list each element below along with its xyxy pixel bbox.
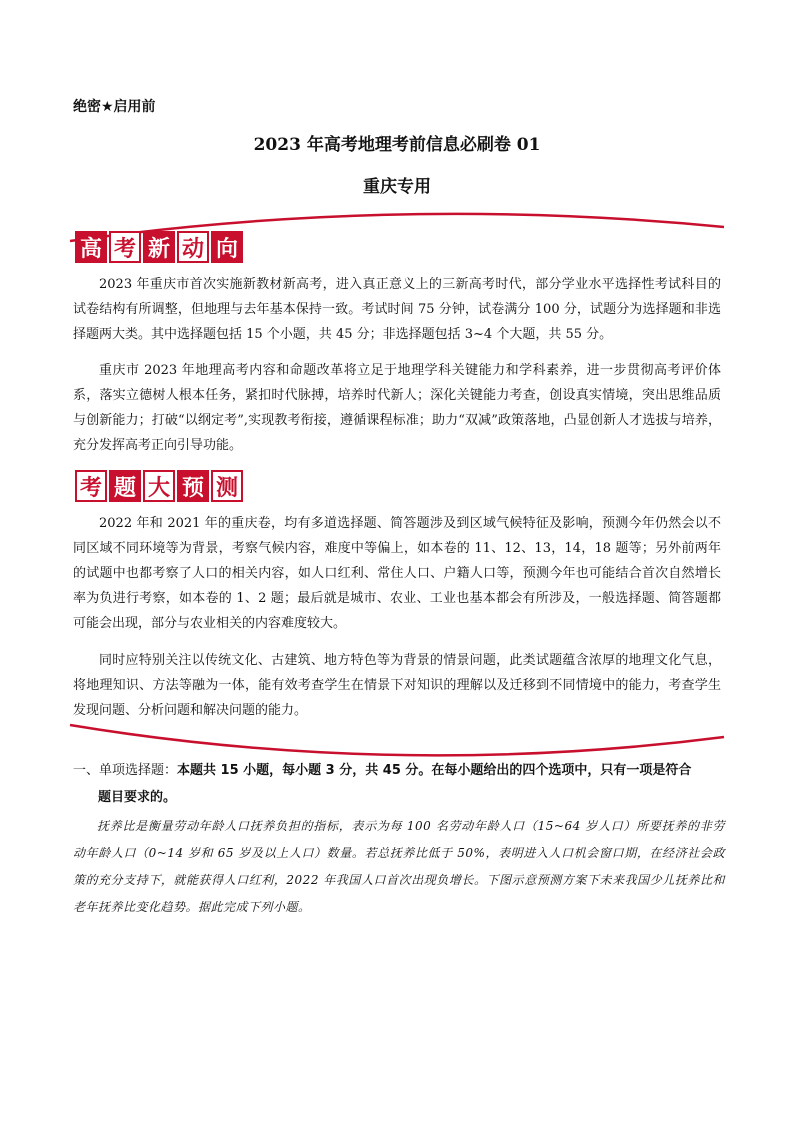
section-instructions-cont: 题目要求的。	[98, 790, 177, 805]
banner-char: 预	[177, 470, 209, 502]
section1-paragraph-2: 重庆市 2023 年地理高考内容和命题改革将立足于地理学科关键能力和学科素养，进一步贯彻高考评价体系，落实立德树人根本任务，紧扣时代脉搏，培养时代新人；深化关键能力考查，创设真实情境，突出思维品质与创新能力；打破“以纲定考”,实现教考衔接，遵循课程标准；助力“双减”政策落地，凸显创新人才选拔与培养，充分发挥高考正向引导功能。	[73, 363, 721, 453]
banner-char: 大	[143, 470, 175, 502]
banner-char: 向	[211, 231, 243, 263]
question-section-header	[73, 757, 733, 811]
banner-char: 新	[143, 231, 175, 263]
section-label: 一、单项选择题：	[73, 763, 178, 778]
section2-paragraph-2: 同时应特别关注以传统文化、古建筑、地方特色等为背景的情景问题，此类试题蕴含浓厚的地理文化气息，将地理知识、方法等融为一体，能有效考查学生在情景下对知识的理解以及迁移到不同情境中的能力，考查学生发现问题、分析问题和解决问题的能力。	[73, 653, 721, 718]
banner-gaokao-xindongxiang	[75, 231, 243, 263]
banner-char: 高	[75, 231, 107, 263]
page-title: 2023 年高考地理考前信息必刷卷 01	[253, 135, 541, 155]
banner-kaoti-dayuce	[75, 470, 243, 502]
banner-char: 考	[75, 470, 107, 502]
banner-char: 题	[109, 470, 141, 502]
page-subtitle: 重庆专用	[363, 177, 431, 197]
banner-char: 动	[177, 231, 209, 263]
section1-paragraph-1: 2023 年重庆市首次实施新教材新高考，进入真正意义上的三新高考时代，部分学业水平选择性考试科目的试卷结构有所调整，但地理与去年基本保持一致。考试时间 75 分钟，试卷满分 100 分，试题分为选择题和非选择题两大类。其中选择题包括 15 个小题，共 45 分；非选择题包括 3~4 个大题，共 55 分。	[73, 277, 721, 342]
section2-paragraph-1: 2022 年和 2021 年的重庆卷，均有多道选择题、简答题涉及到区域气候特征及影响，预测今年仍然会以不同区域不同环境等为背景，考察气候内容，难度中等偏上，如本卷的 11、12、13，14，18 题等；另外前两年的试题中也都考察了人口的相关内容，如人口红利、常住人口、户籍人口等，预测今年也可能结合首次自然增长率为负进行考察，如本卷的 1、2 题；最后就是城市、农业、工业也基本都会有所涉及，一般选择题、简答题都可能会出现，部分与农业相关的内容难度较大。	[73, 516, 721, 631]
banner-char: 测	[211, 470, 243, 502]
question-intro-text: 抚养比是衡量劳动年龄人口抚养负担的指标，表示为每 100 名劳动年龄人口（15~64 岁人口）所要抚养的非劳动年龄人口（0~14 岁和 65 岁及以上人口）数量。若总抚养比低于 50%，表明进入人口机会窗口期，在经济社会政策的充分支持下，就能获得人口红利，2022 年我国人口首次出现负增长。下图示意预测方案下未来我国少儿抚养比和老年抚养比变化趋势。据此完成下列小题。	[73, 819, 725, 914]
section-instructions: 本题共 15 小题，每小题 3 分，共 45 分。在每小题给出的四个选项中，只有一项是符合	[177, 763, 692, 778]
secret-label: 绝密★启用前	[73, 99, 156, 115]
banner-char: 考	[109, 231, 141, 263]
